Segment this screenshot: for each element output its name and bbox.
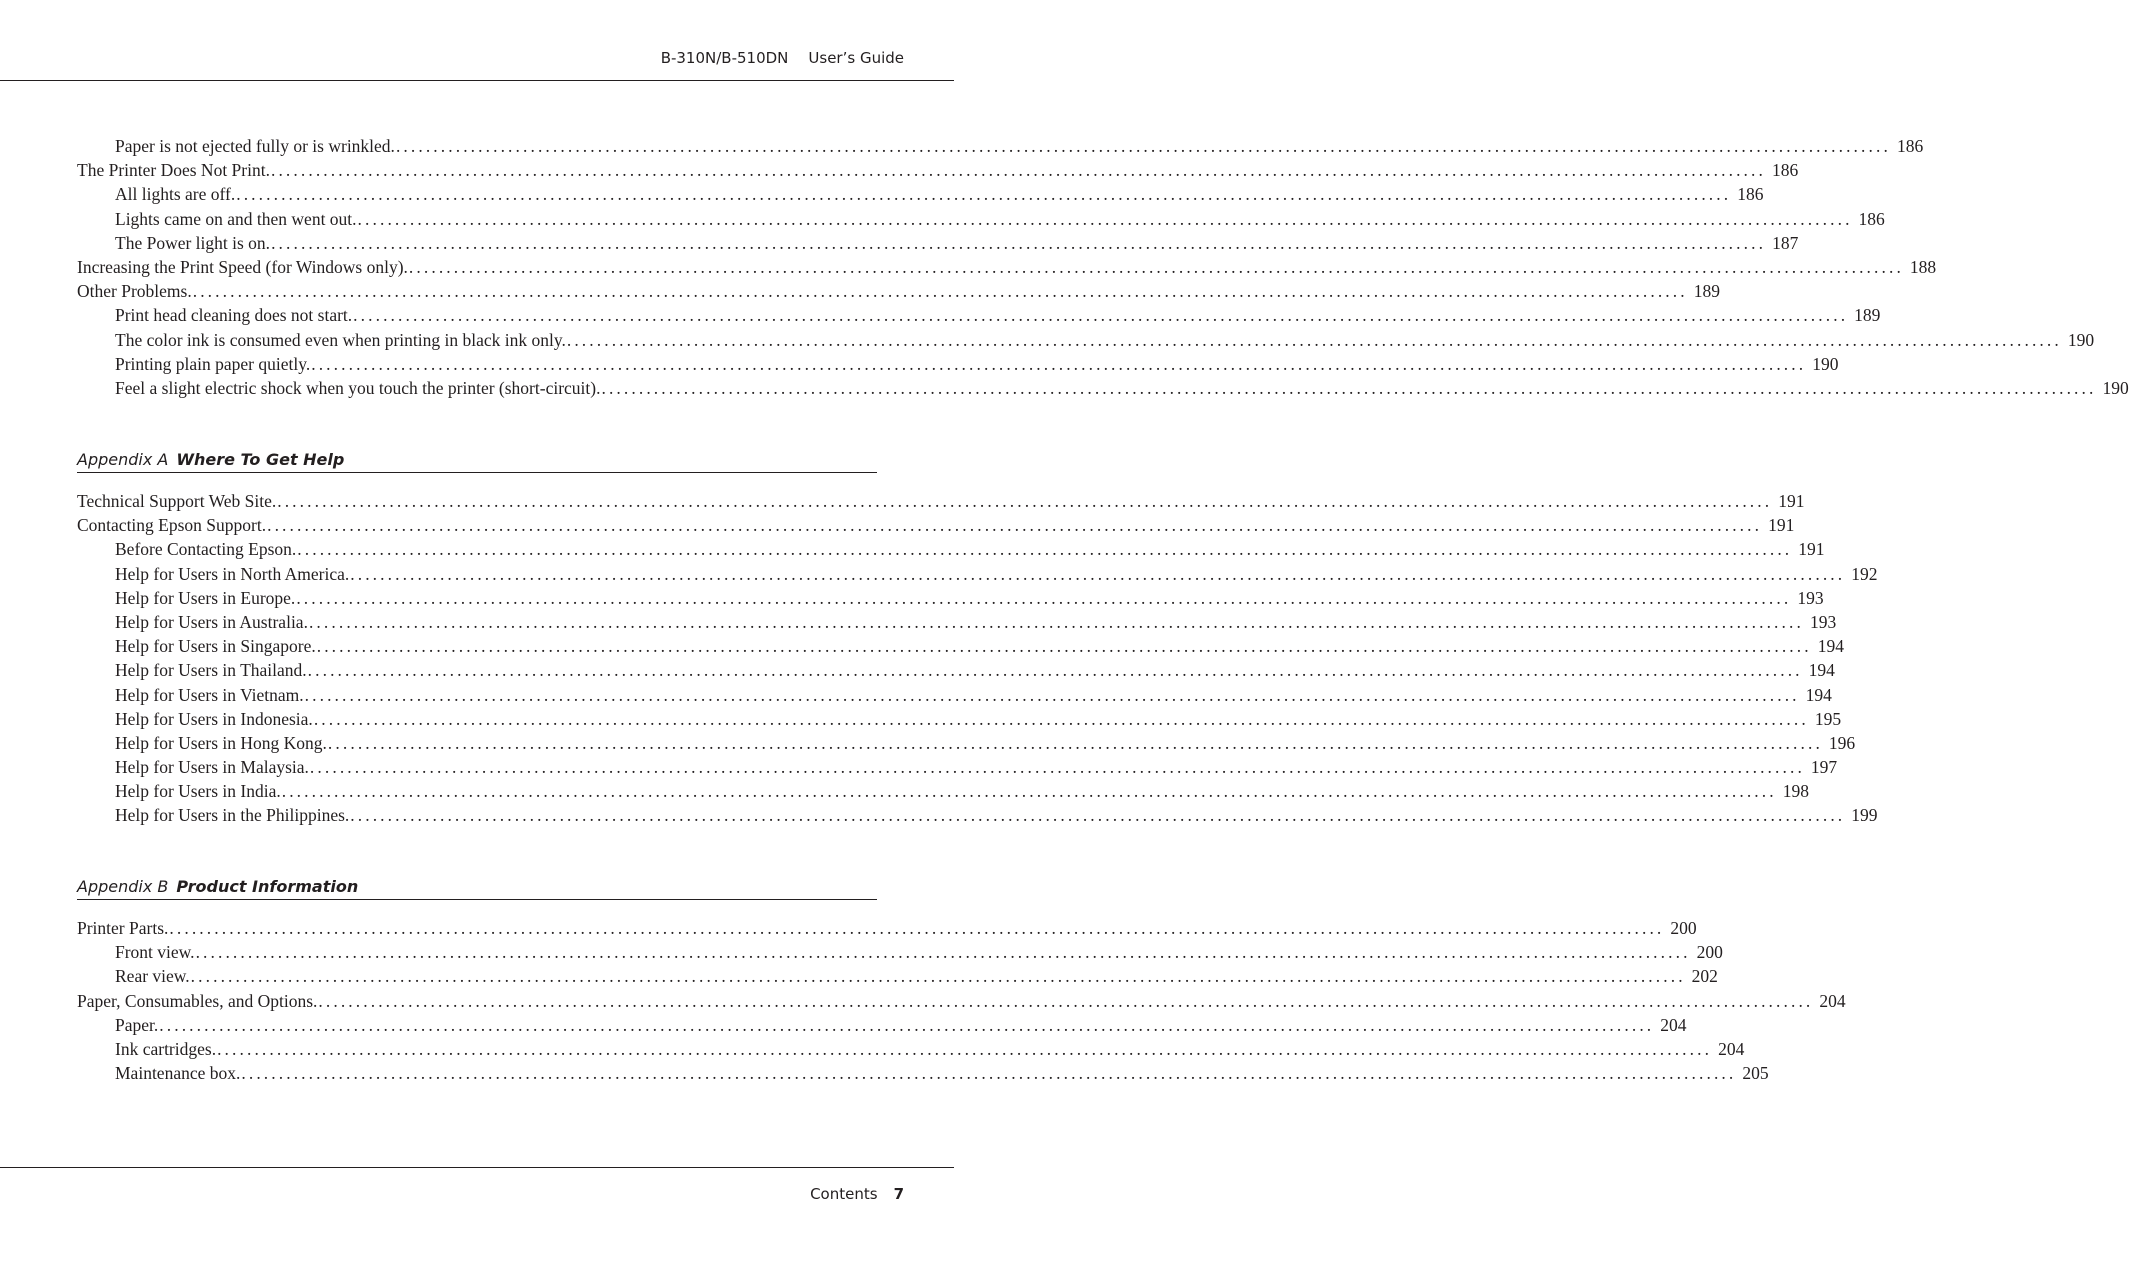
toc-entry-page-number: 194: [1817, 636, 1844, 657]
dot-leader: ........................................................................................................................................................................................................: [357, 208, 1853, 229]
toc-entry[interactable]: [77, 328, 2095, 352]
running-header: [661, 49, 904, 67]
toc-entry-page-number: 199: [1851, 805, 1878, 826]
toc-entry-title: Feel a slight electric shock when you touch the printer (short-circuit).: [115, 377, 601, 398]
dot-leader: ........................................................................................................................................................................................................: [316, 636, 1812, 657]
toc-entry-title: Help for Users in Indonesia.: [115, 708, 313, 729]
dot-leader: ........................................................................................................................................................................................................: [327, 732, 1823, 753]
toc-entry[interactable]: [77, 134, 1924, 158]
toc-entry-title: Other Problems.: [77, 281, 192, 302]
toc-entry-title: Help for Users in Singapore.: [115, 636, 316, 657]
toc-entry[interactable]: [77, 586, 1824, 610]
toc-entry-title: Help for Users in Europe.: [115, 587, 296, 608]
toc-entry-title: Paper, Consumables, and Options.: [77, 990, 318, 1011]
toc-entry-page-number: 196: [1828, 732, 1856, 753]
appendix-b-title: Product Information: [176, 877, 359, 896]
toc-entry-title: Paper.: [115, 1014, 159, 1035]
dot-leader: ........................................................................................................................................................................................................: [311, 353, 1807, 374]
dot-leader: ........................................................................................................................................................................................................: [297, 539, 1793, 560]
toc-entry-page-number: 191: [1798, 539, 1825, 560]
toc-entry-page-number: 198: [1782, 781, 1809, 802]
toc-entry[interactable]: [77, 182, 1764, 206]
toc-entry[interactable]: [77, 207, 1885, 231]
dot-leader: ........................................................................................................................................................................................................: [192, 281, 1688, 302]
toc-entry[interactable]: [77, 537, 1825, 561]
dot-leader: ........................................................................................................................................................................................................: [309, 757, 1805, 778]
toc-entry[interactable]: [77, 255, 1937, 279]
toc-entry-page-number: 202: [1691, 966, 1718, 987]
toc-entry-title: Rear view.: [115, 966, 190, 987]
toc-entry-title: Help for Users in India.: [115, 781, 281, 802]
toc-entry-title: Contacting Epson Support.: [77, 515, 267, 536]
toc-entry[interactable]: [77, 658, 1835, 682]
toc-entry[interactable]: [77, 610, 1837, 634]
toc-entry[interactable]: [77, 1037, 1745, 1061]
header-rule: [0, 80, 954, 81]
toc-entry[interactable]: [77, 1013, 1687, 1037]
toc-entry[interactable]: [77, 803, 1878, 827]
dot-leader: ........................................................................................................................................................................................................: [307, 660, 1803, 681]
toc-entry[interactable]: [77, 779, 1809, 803]
toc-entry-page-number: 189: [1693, 281, 1720, 302]
footer-section-name: Contents: [810, 1185, 878, 1203]
dot-leader: ........................................................................................................................................................................................................: [195, 942, 1691, 963]
dot-leader: ........................................................................................................................................................................................................: [281, 781, 1777, 802]
toc-entry[interactable]: [77, 755, 1838, 779]
toc-entry-page-number: 189: [1854, 305, 1881, 326]
toc-entry-title: Front view.: [115, 942, 195, 963]
toc-entry-title: Printing plain paper quietly.: [115, 353, 311, 374]
toc-entry-page-number: 205: [1742, 1063, 1769, 1084]
toc-entry-title: Before Contacting Epson.: [115, 539, 297, 560]
toc-entry-page-number: 195: [1814, 708, 1842, 729]
toc-entry-title: All lights are off.: [115, 184, 236, 205]
toc-entry-page-number: 194: [1805, 684, 1832, 705]
toc-entry[interactable]: [77, 303, 1881, 327]
dot-leader: ........................................................................................................................................................................................................: [296, 587, 1792, 608]
footer-page-number: 7: [893, 1185, 904, 1203]
toc-entry[interactable]: [77, 940, 1723, 964]
toc-entry-title: The Power light is on.: [115, 232, 271, 253]
toc-entry-title: Maintenance box.: [115, 1063, 241, 1084]
toc-entry-page-number: 204: [1718, 1038, 1745, 1059]
dot-leader: ........................................................................................................................................................................................................: [395, 136, 1891, 156]
toc-entry-page-number: 204: [1660, 1014, 1687, 1035]
toc-entry-title: Increasing the Print Speed (for Windows only).: [77, 256, 408, 277]
toc-entry-page-number: 190: [1812, 353, 1839, 374]
toc-entry-title: Lights came on and then went out.: [115, 208, 357, 229]
dot-leader: ........................................................................................................................................................................................................: [304, 684, 1800, 705]
dot-leader: ........................................................................................................................................................................................................: [169, 918, 1665, 938]
dot-leader: ........................................................................................................................................................................................................: [190, 966, 1686, 987]
header-model: B-310N/B-510DN: [660, 49, 789, 67]
toc-entry[interactable]: [77, 279, 1720, 303]
toc-entry-page-number: 190: [2102, 377, 2129, 398]
toc-entry-title: Printer Parts.: [77, 918, 169, 938]
toc-entry-page-number: 191: [1778, 491, 1805, 511]
dot-leader: ........................................................................................................................................................................................................: [308, 611, 1804, 632]
toc-entry[interactable]: [77, 513, 1795, 537]
toc-entry-title: Help for Users in North America.: [115, 563, 350, 584]
dot-leader: ........................................................................................................................................................................................................: [267, 515, 1763, 536]
toc-entry-title: Paper is not ejected fully or is wrinkled.: [115, 136, 395, 156]
toc-entry[interactable]: [77, 1061, 1769, 1085]
toc-entry-title: Help for Users in Malaysia.: [115, 757, 309, 778]
toc-entry-page-number: 190: [2067, 329, 2095, 350]
toc-entry-page-number: 186: [1858, 208, 1885, 229]
toc-entry-page-number: 186: [1896, 136, 1924, 156]
toc-entry-page-number: 188: [1909, 256, 1937, 277]
toc-entry[interactable]: [77, 731, 1856, 755]
dot-leader: ........................................................................................................................................................................................................: [350, 563, 1846, 584]
dot-leader: ........................................................................................................................................................................................................: [270, 160, 1766, 181]
toc-entry-title: Help for Users in the Philippines.: [115, 805, 350, 826]
dot-leader: ........................................................................................................................................................................................................: [159, 1014, 1655, 1035]
toc-entry[interactable]: [77, 989, 1846, 1013]
toc-entry[interactable]: [77, 707, 1842, 731]
toc-entry[interactable]: [77, 916, 1697, 940]
dot-leader: ........................................................................................................................................................................................................: [318, 990, 1814, 1011]
dot-leader: ........................................................................................................................................................................................................: [241, 1063, 1737, 1084]
dot-leader: ........................................................................................................................................................................................................: [236, 184, 1732, 205]
toc-entry-title: The Printer Does Not Print.: [77, 160, 270, 181]
toc-entry[interactable]: [77, 634, 1844, 658]
toc-section-appendix-a: [77, 489, 1878, 828]
dot-leader: ........................................................................................................................................................................................................: [271, 232, 1767, 253]
toc-entry-title: The color ink is consumed even when printing in black ink only.: [115, 329, 566, 350]
toc-entry[interactable]: [77, 964, 1718, 988]
footer-rule: [0, 1167, 954, 1168]
toc-entry[interactable]: [77, 352, 1839, 376]
toc-entry-page-number: 193: [1797, 587, 1824, 608]
running-footer: [810, 1185, 904, 1203]
toc-entry-title: Help for Users in Australia.: [115, 611, 308, 632]
appendix-b-label: Appendix B: [77, 877, 169, 896]
toc-entry-title: Technical Support Web Site.: [77, 491, 277, 511]
toc-entry-page-number: 194: [1808, 660, 1835, 681]
dot-leader: ........................................................................................................................................................................................................: [353, 305, 1849, 326]
toc-entry-page-number: 200: [1670, 918, 1697, 938]
dot-leader: ........................................................................................................................................................................................................: [217, 1038, 1713, 1059]
toc-entry-title: Ink cartridges.: [115, 1038, 217, 1059]
dot-leader: ........................................................................................................................................................................................................: [566, 329, 2062, 350]
toc-entry-page-number: 186: [1737, 184, 1764, 205]
dot-leader: ........................................................................................................................................................................................................: [313, 708, 1809, 729]
toc-entry-title: Help for Users in Hong Kong.: [115, 732, 327, 753]
dot-leader: ........................................................................................................................................................................................................: [408, 256, 1904, 277]
dot-leader: ........................................................................................................................................................................................................: [277, 491, 1773, 511]
header-guide-title: User’s Guide: [808, 49, 904, 67]
toc-entry-page-number: 187: [1772, 232, 1799, 253]
toc-entry-title: Print head cleaning does not start.: [115, 305, 353, 326]
toc-entry-page-number: 186: [1771, 160, 1799, 181]
toc-entry-page-number: 191: [1768, 515, 1795, 536]
toc-section-appendix-b: [77, 916, 1846, 1085]
appendix-a-heading: [77, 450, 877, 473]
dot-leader: ........................................................................................................................................................................................................: [601, 377, 2097, 398]
toc-entry[interactable]: [77, 158, 1799, 182]
appendix-a-title: Where To Get Help: [176, 450, 345, 469]
toc-entry-title: Help for Users in Vietnam.: [115, 684, 304, 705]
dot-leader: ........................................................................................................................................................................................................: [350, 805, 1846, 826]
toc-entry-page-number: 192: [1851, 563, 1878, 584]
toc-section-troubleshooting: [77, 134, 2129, 400]
toc-entry-page-number: 204: [1819, 990, 1846, 1011]
toc-entry-page-number: 193: [1809, 611, 1837, 632]
toc-entry[interactable]: [77, 489, 1805, 513]
appendix-b-heading: [77, 877, 877, 900]
toc-entry[interactable]: [77, 376, 2129, 400]
toc-entry[interactable]: [77, 562, 1878, 586]
toc-entry[interactable]: [77, 683, 1832, 707]
toc-entry-page-number: 197: [1810, 757, 1838, 778]
toc-entry-page-number: 200: [1696, 942, 1723, 963]
toc-entry[interactable]: [77, 231, 1799, 255]
appendix-a-label: Appendix A: [77, 450, 169, 469]
toc-entry-title: Help for Users in Thailand.: [115, 660, 307, 681]
